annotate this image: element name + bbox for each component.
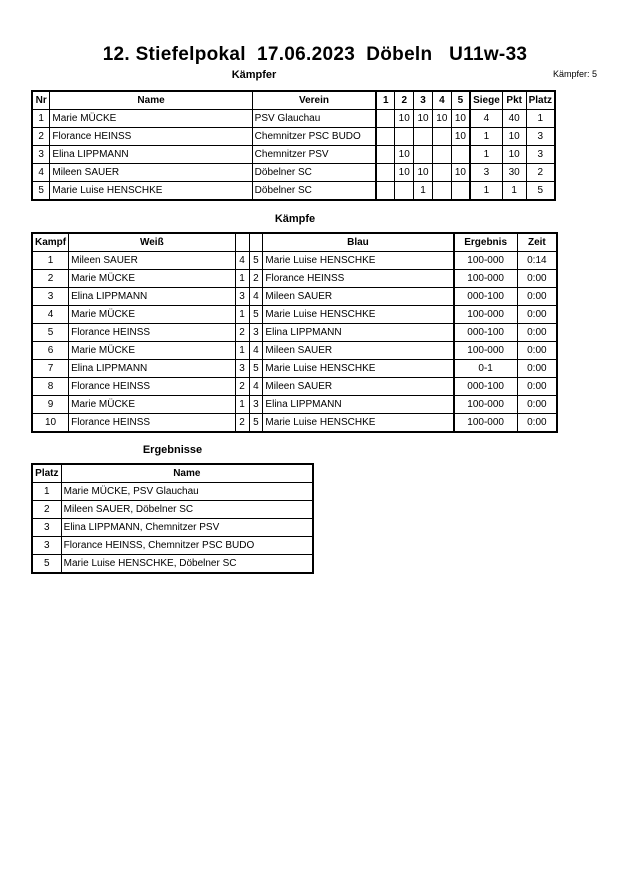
fighters-cell: 4 xyxy=(32,164,50,182)
bouts-cell: 100-000 xyxy=(454,306,518,324)
fighters-cell: Florance HEINSS xyxy=(50,128,252,146)
bouts-cell: 0:14 xyxy=(517,252,557,270)
fighters-section-title: Kämpfer xyxy=(231,69,277,81)
fighters-header-cell: 5 xyxy=(451,91,470,110)
table-row xyxy=(32,110,555,128)
fighters-cell: 10 xyxy=(395,164,414,182)
fighters-cell: 10 xyxy=(432,110,451,128)
bouts-cell: Mileen SAUER xyxy=(69,252,235,270)
bouts-cell: 0:00 xyxy=(517,378,557,396)
fighters-cell: 10 xyxy=(395,110,414,128)
bouts-cell: Elina LIPPMANN xyxy=(69,288,235,306)
bouts-cell: 0:00 xyxy=(517,288,557,306)
results-cell: 2 xyxy=(32,501,61,519)
fighters-cell: 10 xyxy=(502,146,526,164)
bouts-cell: 0:00 xyxy=(517,270,557,288)
fighters-cell: Chemnitzer PSV xyxy=(252,146,376,164)
fighters-header-cell: Nr xyxy=(32,91,50,110)
bouts-cell: Florance HEINSS xyxy=(69,414,235,433)
fighters-cell: 1 xyxy=(526,110,555,128)
fighters-cell: Döbelner SC xyxy=(252,164,376,182)
table-row xyxy=(32,324,557,342)
bouts-cell: 2 xyxy=(235,414,249,433)
fighters-cell xyxy=(451,182,470,201)
fighters-cell: 4 xyxy=(470,110,502,128)
bouts-cell: 5 xyxy=(32,324,69,342)
fighters-cell: Elina LIPPMANN xyxy=(50,146,252,164)
fighters-cell: 10 xyxy=(451,164,470,182)
fighters-cell: 10 xyxy=(451,128,470,146)
table-row xyxy=(32,378,557,396)
bouts-cell: 100-000 xyxy=(454,342,518,360)
table-row xyxy=(32,164,555,182)
fighters-header-cell: Verein xyxy=(252,91,376,110)
fighters-cell: 10 xyxy=(414,110,433,128)
results-table xyxy=(31,463,314,574)
results-cell: Florance HEINSS, Chemnitzer PSC BUDO xyxy=(61,537,313,555)
fighter-count: Kämpfer: 5 xyxy=(552,69,597,79)
bouts-header-cell xyxy=(249,233,263,252)
bouts-cell: 9 xyxy=(32,396,69,414)
bouts-cell: 5 xyxy=(249,414,263,433)
fighters-cell: 3 xyxy=(32,146,50,164)
bouts-cell: 6 xyxy=(32,342,69,360)
results-cell: Elina LIPPMANN, Chemnitzer PSV xyxy=(61,519,313,537)
fighters-header-cell: Pkt xyxy=(502,91,526,110)
bouts-cell: 1 xyxy=(235,306,249,324)
table-row xyxy=(32,146,555,164)
bouts-cell: 3 xyxy=(235,360,249,378)
fighters-header-cell: 3 xyxy=(414,91,433,110)
fighters-cell: 1 xyxy=(470,146,502,164)
bouts-cell: 5 xyxy=(249,360,263,378)
bouts-cell: 2 xyxy=(32,270,69,288)
bouts-cell: Mileen SAUER xyxy=(263,342,454,360)
fighters-cell: 1 xyxy=(470,182,502,201)
fighters-cell: 10 xyxy=(502,128,526,146)
bouts-cell: 0:00 xyxy=(517,324,557,342)
table-row xyxy=(32,306,557,324)
bouts-cell: 100-000 xyxy=(454,414,518,433)
results-section-title: Ergebnisse xyxy=(142,444,203,456)
bouts-cell: 8 xyxy=(32,378,69,396)
bouts-cell: 0:00 xyxy=(517,360,557,378)
bouts-cell: 3 xyxy=(235,288,249,306)
bouts-cell: 4 xyxy=(249,378,263,396)
bouts-cell: Mileen SAUER xyxy=(263,288,454,306)
bouts-cell: 4 xyxy=(249,342,263,360)
fighters-cell: 3 xyxy=(526,146,555,164)
bouts-cell: 3 xyxy=(249,396,263,414)
bouts-cell: Marie MÜCKE xyxy=(69,396,235,414)
results-header-cell: Platz xyxy=(32,464,61,483)
table-row xyxy=(32,519,313,537)
fighters-cell xyxy=(414,146,433,164)
table-row xyxy=(32,483,313,501)
fighters-cell: Chemnitzer PSC BUDO xyxy=(252,128,376,146)
fighters-cell: 10 xyxy=(414,164,433,182)
bouts-cell: 7 xyxy=(32,360,69,378)
fighters-cell: 2 xyxy=(526,164,555,182)
bouts-cell: Marie Luise HENSCHKE xyxy=(263,252,454,270)
fighters-cell: 10 xyxy=(395,146,414,164)
bouts-cell: 0:00 xyxy=(517,342,557,360)
bouts-header-cell: Zeit xyxy=(517,233,557,252)
bouts-cell: 000-100 xyxy=(454,288,518,306)
bouts-cell: 3 xyxy=(249,324,263,342)
bouts-cell: 2 xyxy=(249,270,263,288)
bouts-cell: 4 xyxy=(235,252,249,270)
fighters-cell xyxy=(376,128,395,146)
bouts-cell: Florance HEINSS xyxy=(263,270,454,288)
fighters-cell: 1 xyxy=(414,182,433,201)
bouts-header-cell: Blau xyxy=(263,233,454,252)
table-row xyxy=(32,396,557,414)
fighters-cell: 1 xyxy=(470,128,502,146)
bouts-cell: 2 xyxy=(235,378,249,396)
fighters-header-cell: 2 xyxy=(395,91,414,110)
bouts-cell: Mileen SAUER xyxy=(263,378,454,396)
results-cell: Marie MÜCKE, PSV Glauchau xyxy=(61,483,313,501)
fighters-cell xyxy=(376,182,395,201)
fighters-cell xyxy=(395,182,414,201)
bouts-cell: 0:00 xyxy=(517,306,557,324)
bouts-cell: 5 xyxy=(249,252,263,270)
results-cell: Marie Luise HENSCHKE, Döbelner SC xyxy=(61,555,313,574)
bouts-cell: 100-000 xyxy=(454,396,518,414)
fighters-cell: 1 xyxy=(502,182,526,201)
fighters-cell: Döbelner SC xyxy=(252,182,376,201)
fighters-cell: Marie Luise HENSCHKE xyxy=(50,182,252,201)
bouts-cell: 100-000 xyxy=(454,270,518,288)
bouts-cell: Marie MÜCKE xyxy=(69,270,235,288)
fighters-cell xyxy=(451,146,470,164)
bouts-cell: 1 xyxy=(235,342,249,360)
fighters-cell xyxy=(395,128,414,146)
bouts-section-title: Kämpfe xyxy=(274,213,316,225)
results-cell: 5 xyxy=(32,555,61,574)
table-row xyxy=(32,537,313,555)
fighters-cell: 3 xyxy=(526,128,555,146)
bouts-cell: 5 xyxy=(249,306,263,324)
results-cell: Mileen SAUER, Döbelner SC xyxy=(61,501,313,519)
table-row xyxy=(32,252,557,270)
bouts-cell: 0:00 xyxy=(517,414,557,433)
fighters-cell xyxy=(432,128,451,146)
bouts-header-cell: Weiß xyxy=(69,233,235,252)
fighters-cell: 5 xyxy=(32,182,50,201)
fighters-cell xyxy=(376,146,395,164)
fighters-cell xyxy=(376,110,395,128)
page-title: 12. Stiefelpokal 17.06.2023 Döbeln U11w-33 xyxy=(102,44,528,65)
fighters-cell xyxy=(376,164,395,182)
bouts-cell: 000-100 xyxy=(454,324,518,342)
fighters-cell: PSV Glauchau xyxy=(252,110,376,128)
fighters-cell xyxy=(432,182,451,201)
bouts-cell: Marie MÜCKE xyxy=(69,342,235,360)
bouts-cell: Marie Luise HENSCHKE xyxy=(263,306,454,324)
fighters-cell: 1 xyxy=(32,110,50,128)
fighters-cell: 40 xyxy=(502,110,526,128)
table-row xyxy=(32,270,557,288)
results-header-cell: Name xyxy=(61,464,313,483)
table-row xyxy=(32,414,557,433)
table-row xyxy=(32,288,557,306)
bouts-cell: Elina LIPPMANN xyxy=(69,360,235,378)
bouts-cell: Marie MÜCKE xyxy=(69,306,235,324)
bouts-cell: Marie Luise HENSCHKE xyxy=(263,360,454,378)
fighters-cell: Mileen SAUER xyxy=(50,164,252,182)
bouts-cell: 4 xyxy=(32,306,69,324)
bouts-cell: 0-1 xyxy=(454,360,518,378)
bouts-cell: 10 xyxy=(32,414,69,433)
results-cell: 1 xyxy=(32,483,61,501)
bouts-cell: Florance HEINSS xyxy=(69,378,235,396)
bouts-cell: Marie Luise HENSCHKE xyxy=(263,414,454,433)
fighters-header-cell: Name xyxy=(50,91,252,110)
bouts-cell: Elina LIPPMANN xyxy=(263,396,454,414)
bouts-cell: Florance HEINSS xyxy=(69,324,235,342)
table-row xyxy=(32,128,555,146)
fighters-header-cell: 1 xyxy=(376,91,395,110)
fighters-cell xyxy=(414,128,433,146)
table-row xyxy=(32,360,557,378)
bouts-header-cell: Ergebnis xyxy=(454,233,518,252)
fighters-cell xyxy=(432,164,451,182)
bouts-table xyxy=(31,232,558,433)
bouts-cell: 000-100 xyxy=(454,378,518,396)
table-row xyxy=(32,555,313,574)
bouts-cell: 1 xyxy=(32,252,69,270)
bouts-cell: 3 xyxy=(32,288,69,306)
fighters-header-cell: Siege xyxy=(470,91,502,110)
bouts-header-cell xyxy=(235,233,249,252)
fighters-cell: Marie MÜCKE xyxy=(50,110,252,128)
bouts-cell: 2 xyxy=(235,324,249,342)
bouts-cell: 0:00 xyxy=(517,396,557,414)
fighters-header-cell: Platz xyxy=(526,91,555,110)
fighters-header-cell: 4 xyxy=(432,91,451,110)
bouts-cell: Elina LIPPMANN xyxy=(263,324,454,342)
fighters-cell: 3 xyxy=(470,164,502,182)
fighters-cell: 30 xyxy=(502,164,526,182)
fighters-cell xyxy=(432,146,451,164)
bouts-cell: 1 xyxy=(235,270,249,288)
table-row xyxy=(32,501,313,519)
table-row xyxy=(32,342,557,360)
bouts-cell: 1 xyxy=(235,396,249,414)
bouts-header-cell: Kampf xyxy=(32,233,69,252)
fighters-table xyxy=(31,90,556,201)
fighters-cell: 10 xyxy=(451,110,470,128)
bouts-cell: 100-000 xyxy=(454,252,518,270)
table-row xyxy=(32,182,555,201)
fighters-cell: 5 xyxy=(526,182,555,201)
fighters-cell: 2 xyxy=(32,128,50,146)
bouts-cell: 4 xyxy=(249,288,263,306)
results-cell: 3 xyxy=(32,519,61,537)
results-cell: 3 xyxy=(32,537,61,555)
